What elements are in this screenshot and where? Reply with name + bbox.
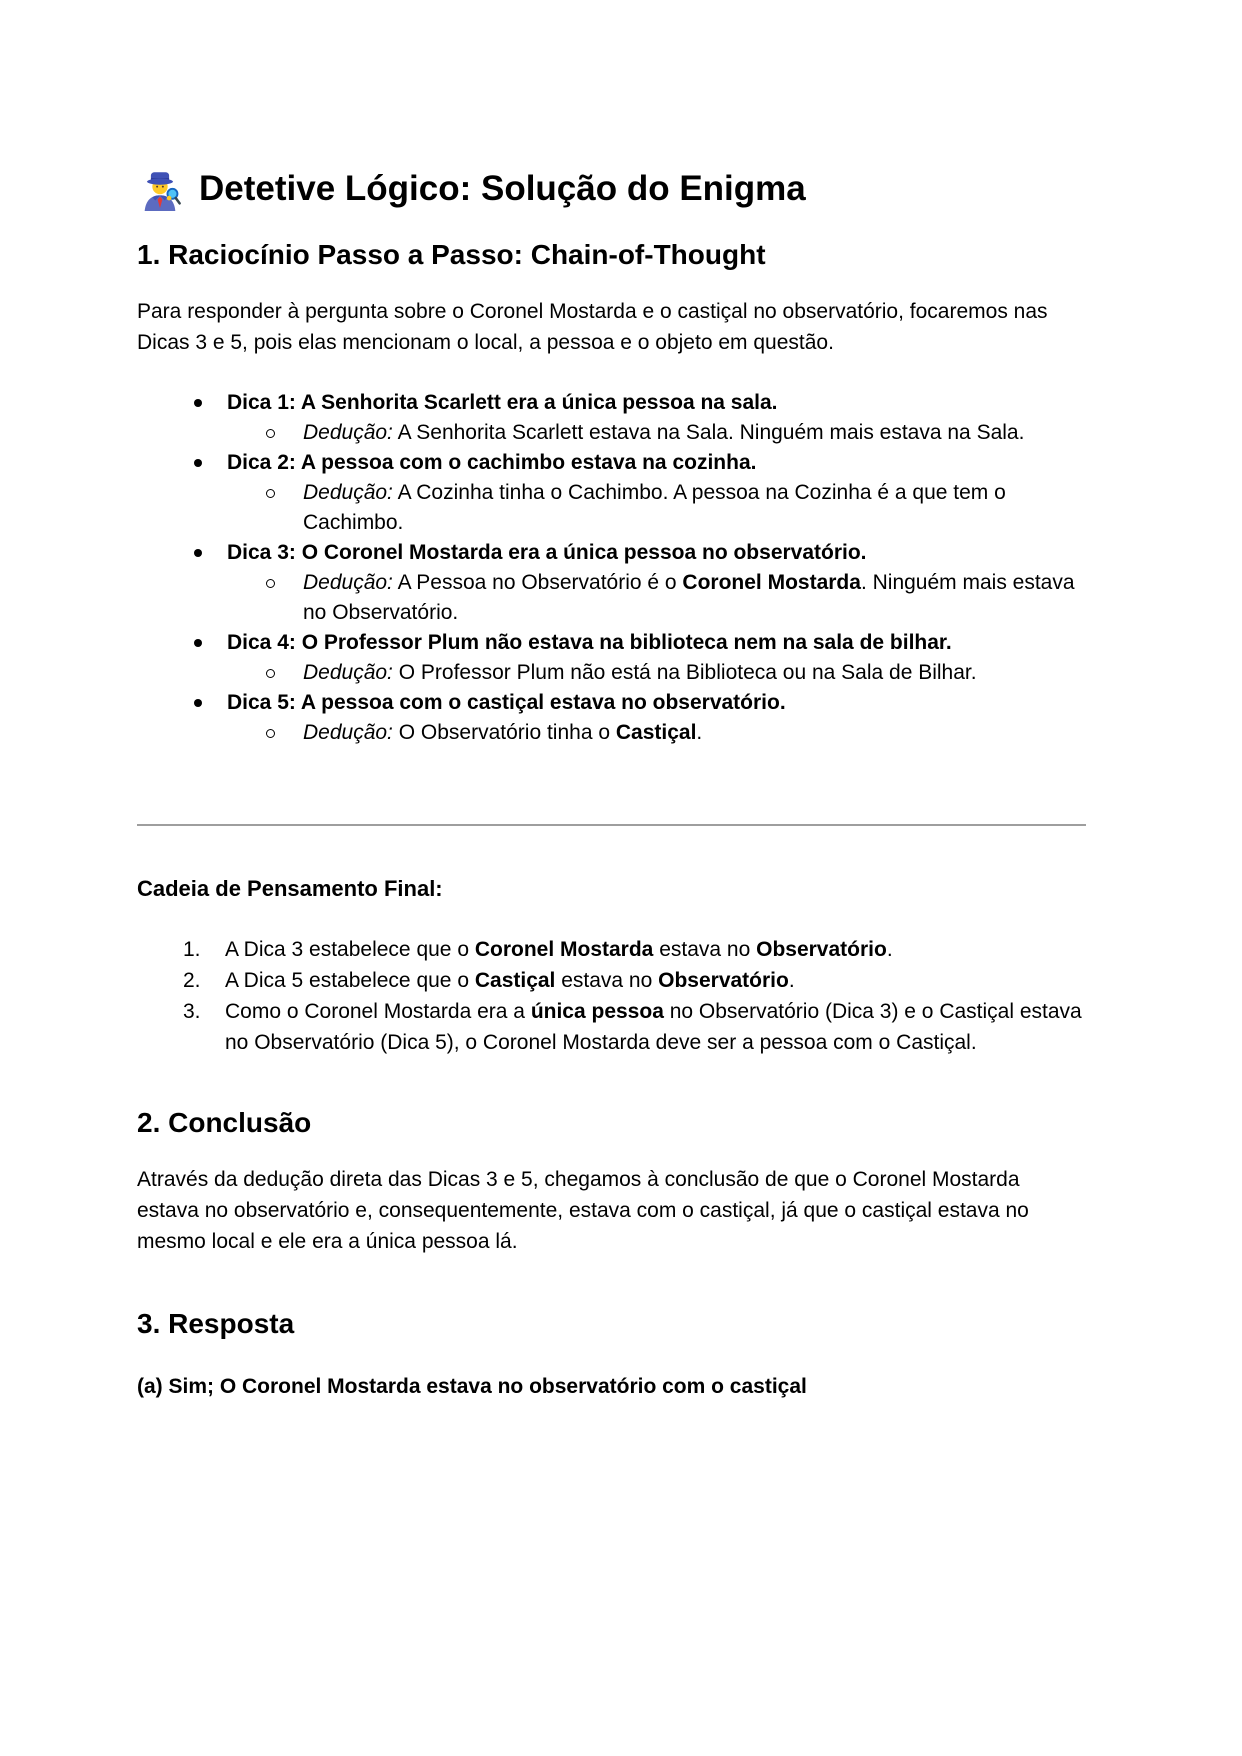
bullet-disc-icon — [194, 699, 202, 707]
clue-title: Dica 1: A Senhorita Scarlett era a única pessoa na sala. — [137, 388, 1086, 418]
horizontal-divider — [137, 824, 1086, 826]
final-chain-heading: Cadeia de Pensamento Final: — [137, 876, 443, 901]
list-number: 2. — [183, 969, 201, 992]
bullet-disc-icon — [194, 399, 202, 407]
bullet-circle-icon — [266, 429, 275, 438]
clue-item — [137, 448, 1086, 538]
section-2-heading: 2. Conclusão — [137, 1107, 312, 1138]
detective-emoji-icon — [137, 166, 183, 212]
bullet-circle-icon — [266, 669, 275, 678]
clue-title: Dica 2: A pessoa com o cachimbo estava na cozinha. — [137, 448, 1086, 478]
clue-deduction: Dedução: O Observatório tinha o Castiçal. — [137, 718, 1086, 748]
clue-title: Dica 5: A pessoa com o castiçal estava no observatório. — [137, 688, 1086, 718]
clue-item — [137, 538, 1086, 628]
clue-title: Dica 4: O Professor Plum não estava na biblioteca nem na sala de bilhar. — [137, 628, 1086, 658]
clue-item — [137, 688, 1086, 748]
clue-deduction: Dedução: O Professor Plum não está na Biblioteca ou na Sala de Bilhar. — [137, 658, 1086, 688]
clue-item — [137, 388, 1086, 448]
bullet-disc-icon — [194, 549, 202, 557]
list-number: 1. — [183, 938, 201, 961]
list-number: 3. — [183, 1000, 201, 1023]
bullet-disc-icon — [194, 639, 202, 647]
chain-item: 2. A Dica 5 estabelece que o Castiçal estava no Observatório. — [137, 965, 1086, 996]
page-title-text: Detetive Lógico: Solução do Enigma — [199, 169, 806, 208]
intro-paragraph: Para responder à pergunta sobre o Coronel Mostarda e o castiçal no observatório, focaremos nas Dicas 3 e 5, pois elas mencionam o local, a pessoa e o objeto em questão. — [137, 300, 1048, 354]
bullet-circle-icon — [266, 579, 275, 588]
clue-deduction: Dedução: A Pessoa no Observatório é o Coronel Mostarda. Ninguém mais estava no Observatório. — [137, 568, 1086, 628]
bullet-circle-icon — [266, 729, 275, 738]
bullet-disc-icon — [194, 459, 202, 467]
clue-item — [137, 628, 1086, 688]
answer-line: (a) Sim; O Coronel Mostarda estava no observatório com o castiçal — [137, 1375, 807, 1398]
chain-item: 1. A Dica 3 estabelece que o Coronel Mostarda estava no Observatório. — [137, 934, 1086, 965]
conclusion-paragraph: Através da dedução direta das Dicas 3 e 5, chegamos à conclusão de que o Coronel Mostarda estava no observatório e, consequentemente, estava com o castiçal, já que o castiçal estava no mesmo local e ele era a única pessoa lá. — [137, 1168, 1029, 1253]
clue-title: Dica 3: O Coronel Mostarda era a única pessoa no observatório. — [137, 538, 1086, 568]
section-1-heading: 1. Raciocínio Passo a Passo: Chain-of-Thought — [137, 239, 766, 270]
chain-list — [137, 934, 1086, 1058]
section-3-heading: 3. Resposta — [137, 1308, 295, 1339]
document-title — [137, 166, 1086, 212]
clue-deduction: Dedução: A Senhorita Scarlett estava na Sala. Ninguém mais estava na Sala. — [137, 418, 1086, 448]
bullet-circle-icon — [266, 489, 275, 498]
clue-deduction: Dedução: A Cozinha tinha o Cachimbo. A pessoa na Cozinha é a que tem o Cachimbo. — [137, 478, 1086, 538]
chain-item: 3. Como o Coronel Mostarda era a única pessoa no Observatório (Dica 3) e o Castiçal estava no Observatório (Dica 5), o Coronel Mostarda deve ser a pessoa com o Castiçal. — [137, 996, 1086, 1058]
clue-list — [137, 388, 1086, 748]
